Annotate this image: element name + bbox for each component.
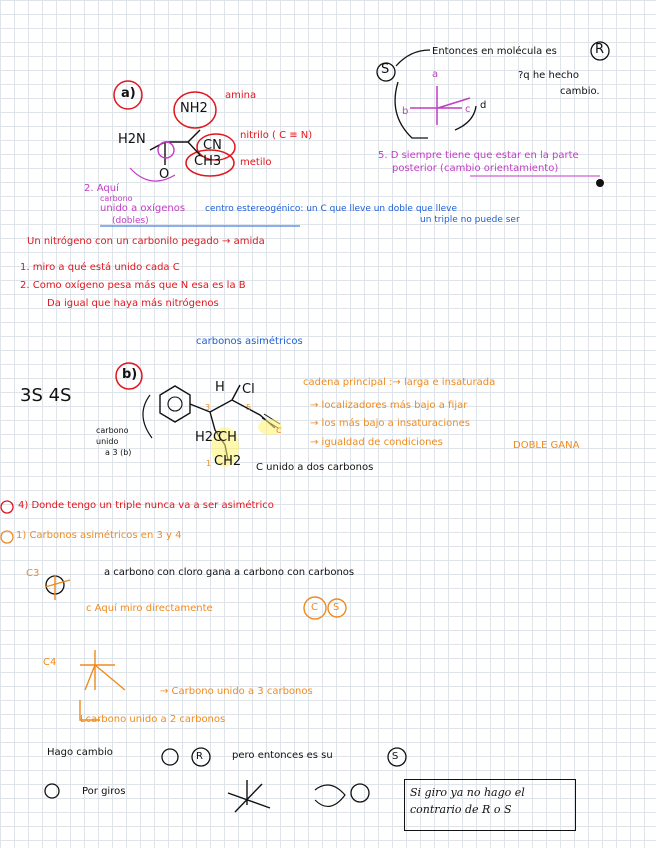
rule-2: → localizadores más bajo a fijar (310, 400, 468, 411)
b-cl-atom: Cl (242, 382, 255, 397)
molecule-a-bonds (150, 130, 200, 165)
circle-giros-s (351, 784, 369, 802)
centro-estereo-2: un triple no puede ser (420, 215, 520, 225)
rotation-arrow (395, 82, 428, 138)
side-3s4s: 3S 4S (20, 385, 72, 406)
circle-hago-1 (162, 749, 178, 765)
b-ch-atom: CH (218, 430, 237, 445)
carbono-unido-1: carbono (96, 426, 129, 435)
h2n-atom: H2N (118, 132, 146, 147)
cn-atom: CN (203, 138, 222, 153)
circle-4-mark (1, 501, 13, 513)
circ-s-text: S (333, 602, 340, 613)
por-giros: Por giros (82, 786, 126, 797)
note-d-line1: 5. D siempre tiene que estar en la parte (378, 150, 579, 161)
hago-cambio: Hago cambio (47, 747, 113, 758)
dot-mark (596, 179, 604, 187)
nitrogeno-note: Un nitrógeno con un carbonilo pegado → amida (27, 236, 265, 247)
o-atom: O (159, 167, 170, 182)
paso-1: 1. miro a qué está unido cada C (20, 262, 180, 273)
boxed-note: Si giro ya no hago el contrario de R o S (404, 779, 576, 831)
aqui-line2: carbono (100, 194, 133, 203)
porque-text: ?q he hecho (518, 70, 579, 81)
giros-cross (228, 780, 270, 812)
c4-label: C4 (43, 657, 57, 668)
label-b: b (402, 106, 409, 117)
nitrilo-label: nitrilo ( C ≡ N) (240, 130, 313, 141)
c4-cross (80, 650, 125, 690)
c-unido-dos: C unido a dos carbonos (256, 462, 374, 473)
amina-label: amina (225, 90, 257, 101)
metilo-label: metilo (240, 157, 272, 168)
carbono-unido-2: unido (96, 437, 119, 446)
circle-giros (45, 784, 59, 798)
rotation-circle (315, 785, 345, 806)
note-asimetricos: 1) Carbonos asimétricos en 3 y 4 (16, 530, 182, 541)
circle-1-mark (1, 531, 13, 543)
b-h-atom: H (215, 380, 225, 395)
part-a-label: a) (121, 86, 136, 101)
label-d: d (480, 100, 487, 111)
b-c-label: c (276, 425, 282, 436)
c3-text: a carbono con cloro gana a carbono con carbonos (104, 567, 355, 578)
aqui-line4: (dobles) (112, 216, 149, 226)
centro-estereo: centro estereogénico: un C que lleve un doble que lleve (205, 204, 458, 214)
c4-text-2: Lcarbono unido a 2 carbonos (80, 714, 226, 725)
circle-s-text: S (381, 62, 390, 77)
brace-b (143, 395, 152, 438)
note-d-line2: posterior (cambio orientamiento) (392, 163, 559, 174)
hago-circ-s: S (392, 751, 399, 762)
rule-1: cadena principal :→ larga e insaturada (303, 377, 496, 388)
b-num-5: 5 (246, 403, 252, 412)
b-num-1: 1 (206, 459, 212, 468)
benzene-inner (168, 397, 182, 411)
carbono-unido-3: a 3 (b) (105, 448, 132, 457)
label-a: a (432, 69, 439, 80)
paso-3: Da igual que haya más nitrógenos (47, 298, 219, 309)
b-num-3: 3 (205, 403, 211, 412)
note-triple: 4) Donde tengo un triple nunca va a ser asimétrico (18, 500, 274, 511)
aqui-line1: 2. Aquí (84, 183, 119, 194)
hago-pero: pero entonces es su (232, 750, 333, 761)
part-b-label: b) (122, 367, 138, 382)
benzene-ring (160, 386, 190, 422)
doble-gana: DOBLE GANA (513, 440, 580, 451)
circle-r-text: R (595, 42, 605, 57)
c3-label: C3 (26, 568, 40, 579)
b-ch2-atom: CH2 (214, 454, 242, 469)
nh2-atom: NH2 (180, 101, 208, 116)
circ-c-text: C (311, 602, 318, 613)
paso-2: 2. Como oxígeno pesa más que N esa es la B (20, 280, 246, 291)
rule-3: → los más bajo a insaturaciones (310, 418, 471, 429)
circle-carbonyl (158, 142, 174, 158)
entonces-text: Entonces en molécula es (432, 46, 557, 57)
cambio-text: cambio. (560, 86, 600, 97)
c4-text-1: → Carbono unido a 3 carbonos (160, 686, 313, 697)
aqui-line3: unido a oxígenos (100, 203, 186, 214)
rule-4: → igualdad de condiciones (310, 437, 443, 448)
stereo-cross (410, 86, 470, 125)
arrow-line (396, 50, 430, 66)
c3-miro: c Aquí miro directamente (86, 603, 213, 614)
label-c: c (465, 104, 471, 115)
hago-circ-r: R (196, 751, 203, 762)
carbonos-asimetricos: carbonos asimétricos (196, 336, 303, 347)
ch3-atom: CH3 (194, 154, 222, 169)
b-h2c-atom: H2C (195, 430, 223, 445)
